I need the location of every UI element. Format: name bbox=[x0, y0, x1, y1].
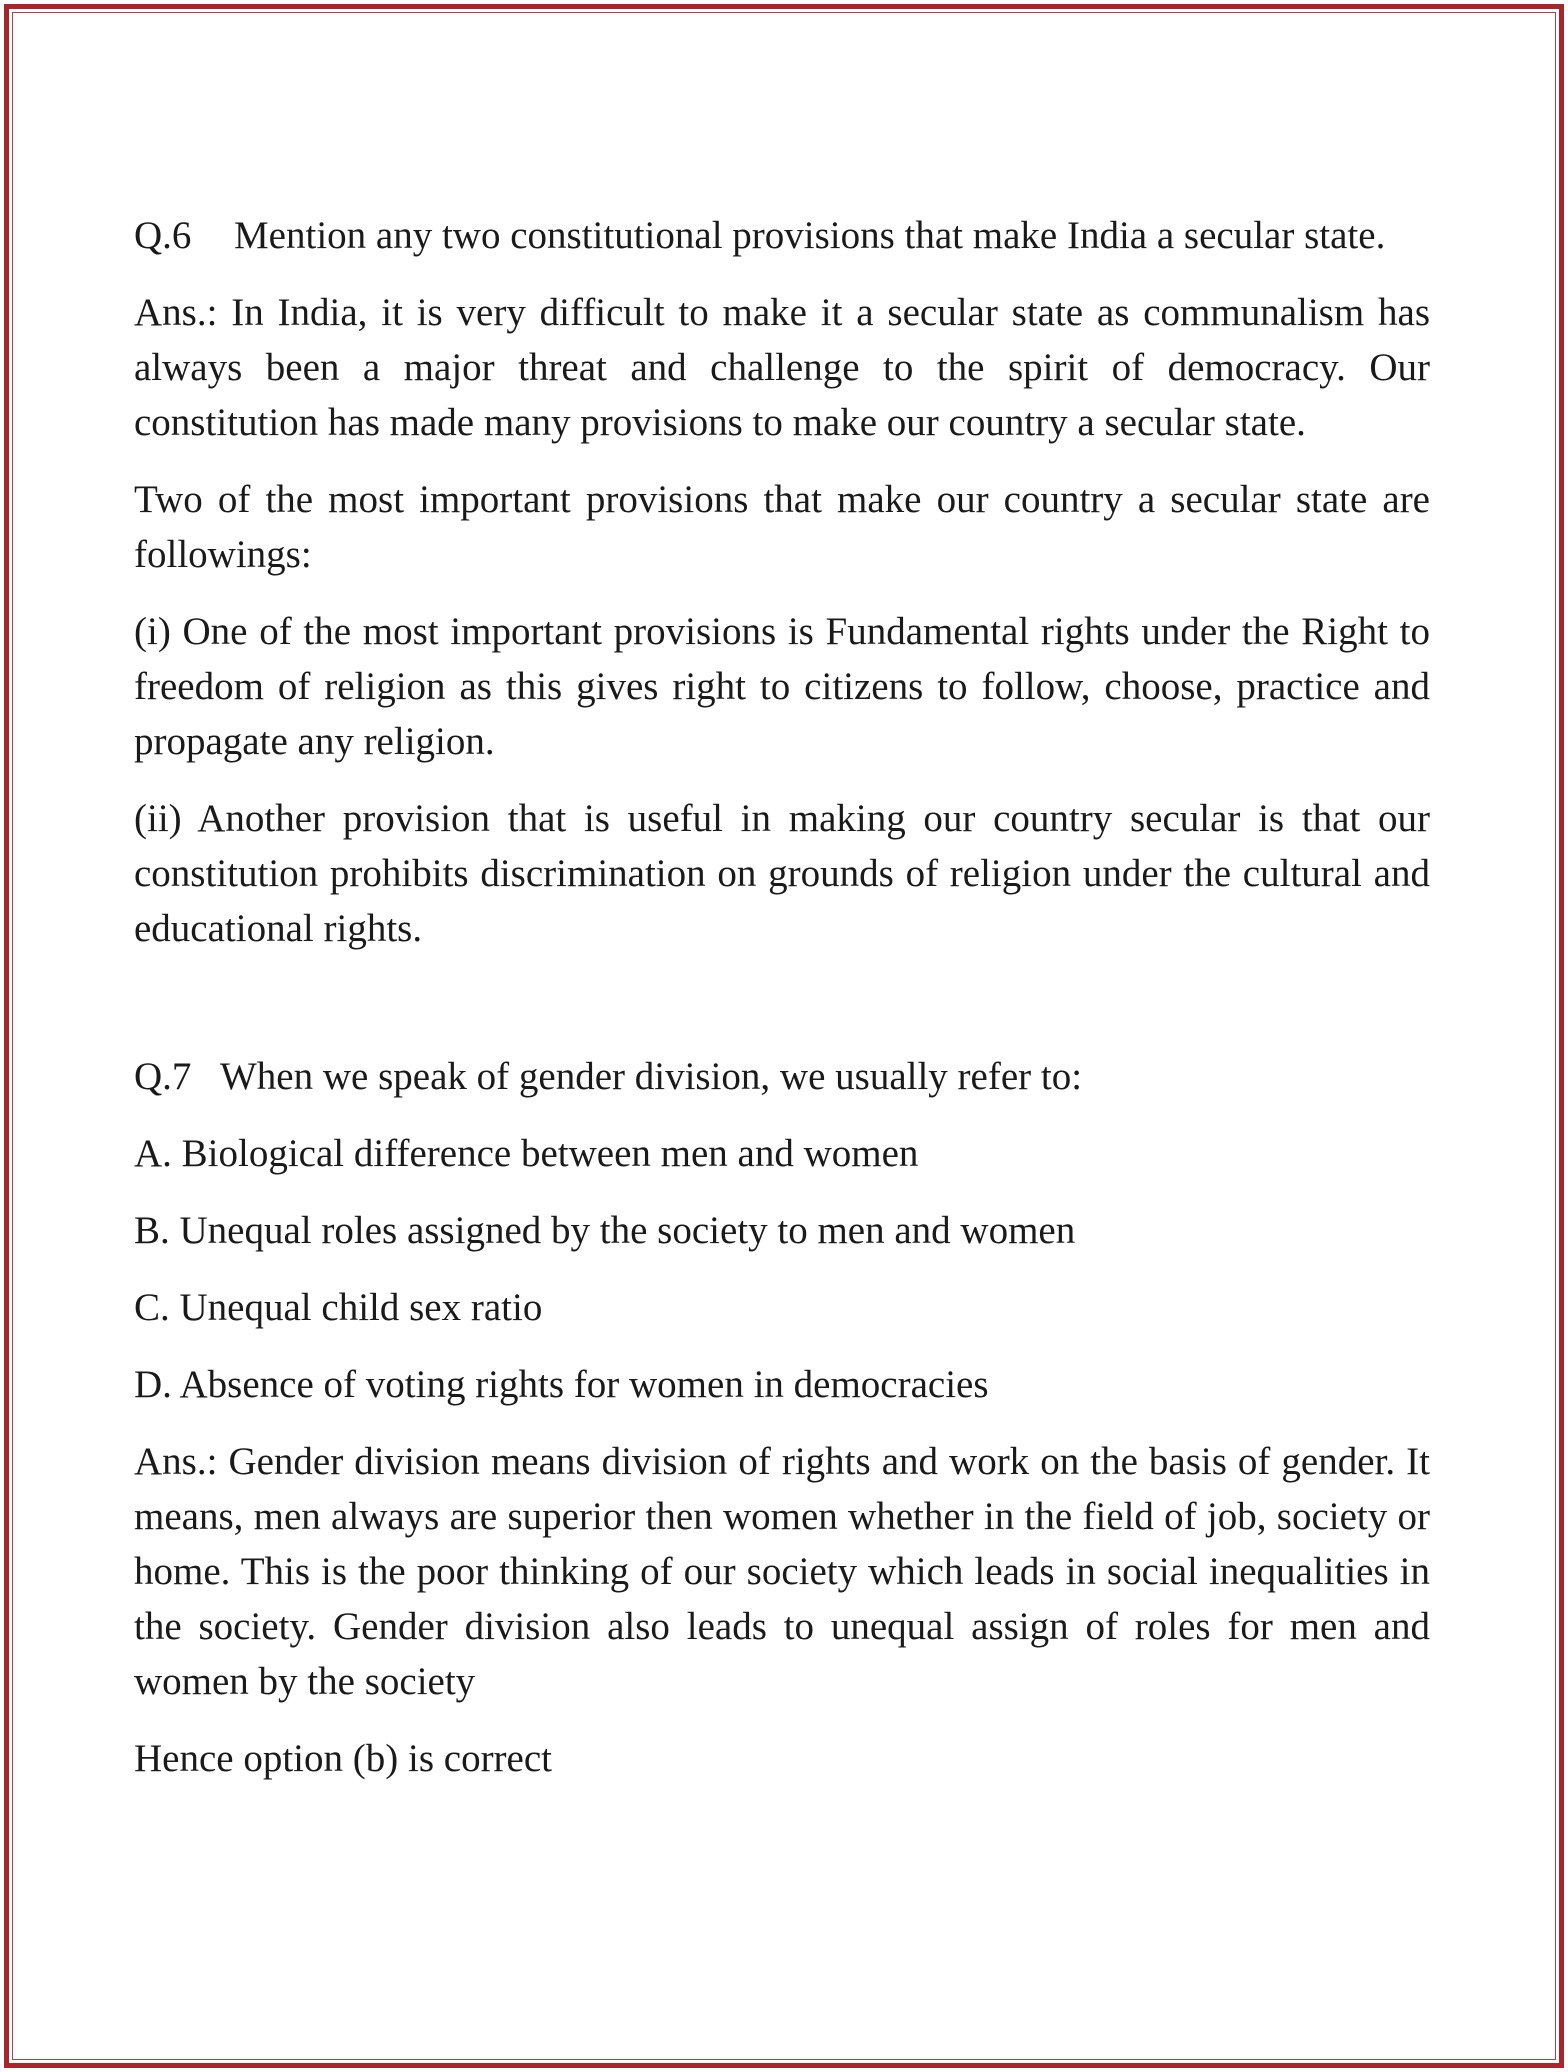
question-6-block bbox=[134, 208, 1430, 956]
option-b: B. Unequal roles assigned by the society to men and women bbox=[134, 1209, 1076, 1252]
question-6-text: Mention any two constitutional provisions that make India a secular state. bbox=[234, 214, 1386, 257]
question-7-number: Q.7 bbox=[134, 1055, 192, 1098]
answer-7-conclusion: Hence option (b) is correct bbox=[134, 1737, 552, 1780]
question-7 bbox=[134, 1049, 1430, 1104]
question-6-number: Q.6 bbox=[134, 214, 192, 257]
answer-7: Ans.: Gender division means division of rights and work on the basis of gender. It means, men always are superior then women whether in the field of job, society or home. This is the poor thinking of our society which leads in social inequalities in the society. Gender division also leads to unequal assign of roles for men and women by the society bbox=[134, 1440, 1430, 1703]
option-a: A. Biological difference between men and women bbox=[134, 1132, 919, 1175]
question-7-text: When we speak of gender division, we usually refer to: bbox=[220, 1055, 1083, 1098]
question-7-block bbox=[134, 1049, 1430, 1786]
answer-6-intro: Ans.: In India, it is very difficult to make it a secular state as communalism has always been a major threat and challenge to the spirit of democracy. Our constitution has made many provisions to make our country a secular state. bbox=[134, 291, 1430, 444]
answer-6-point-1: (i) One of the most important provisions is Fundamental rights under the Right to freedom of religion as this gives right to citizens to follow, choose, practice and propagate any religion. bbox=[134, 610, 1430, 763]
answer-6-point-2: (ii) Another provision that is useful in making our country secular is that our constitution prohibits discrimination on grounds of religion under the cultural and educational rights. bbox=[134, 797, 1430, 950]
option-c: C. Unequal child sex ratio bbox=[134, 1286, 543, 1329]
question-6 bbox=[134, 208, 1430, 263]
answer-6-lead: Two of the most important provisions that make our country a secular state are followings: bbox=[134, 478, 1430, 576]
option-d: D. Absence of voting rights for women in democracies bbox=[134, 1363, 989, 1406]
document-body bbox=[134, 208, 1430, 1786]
